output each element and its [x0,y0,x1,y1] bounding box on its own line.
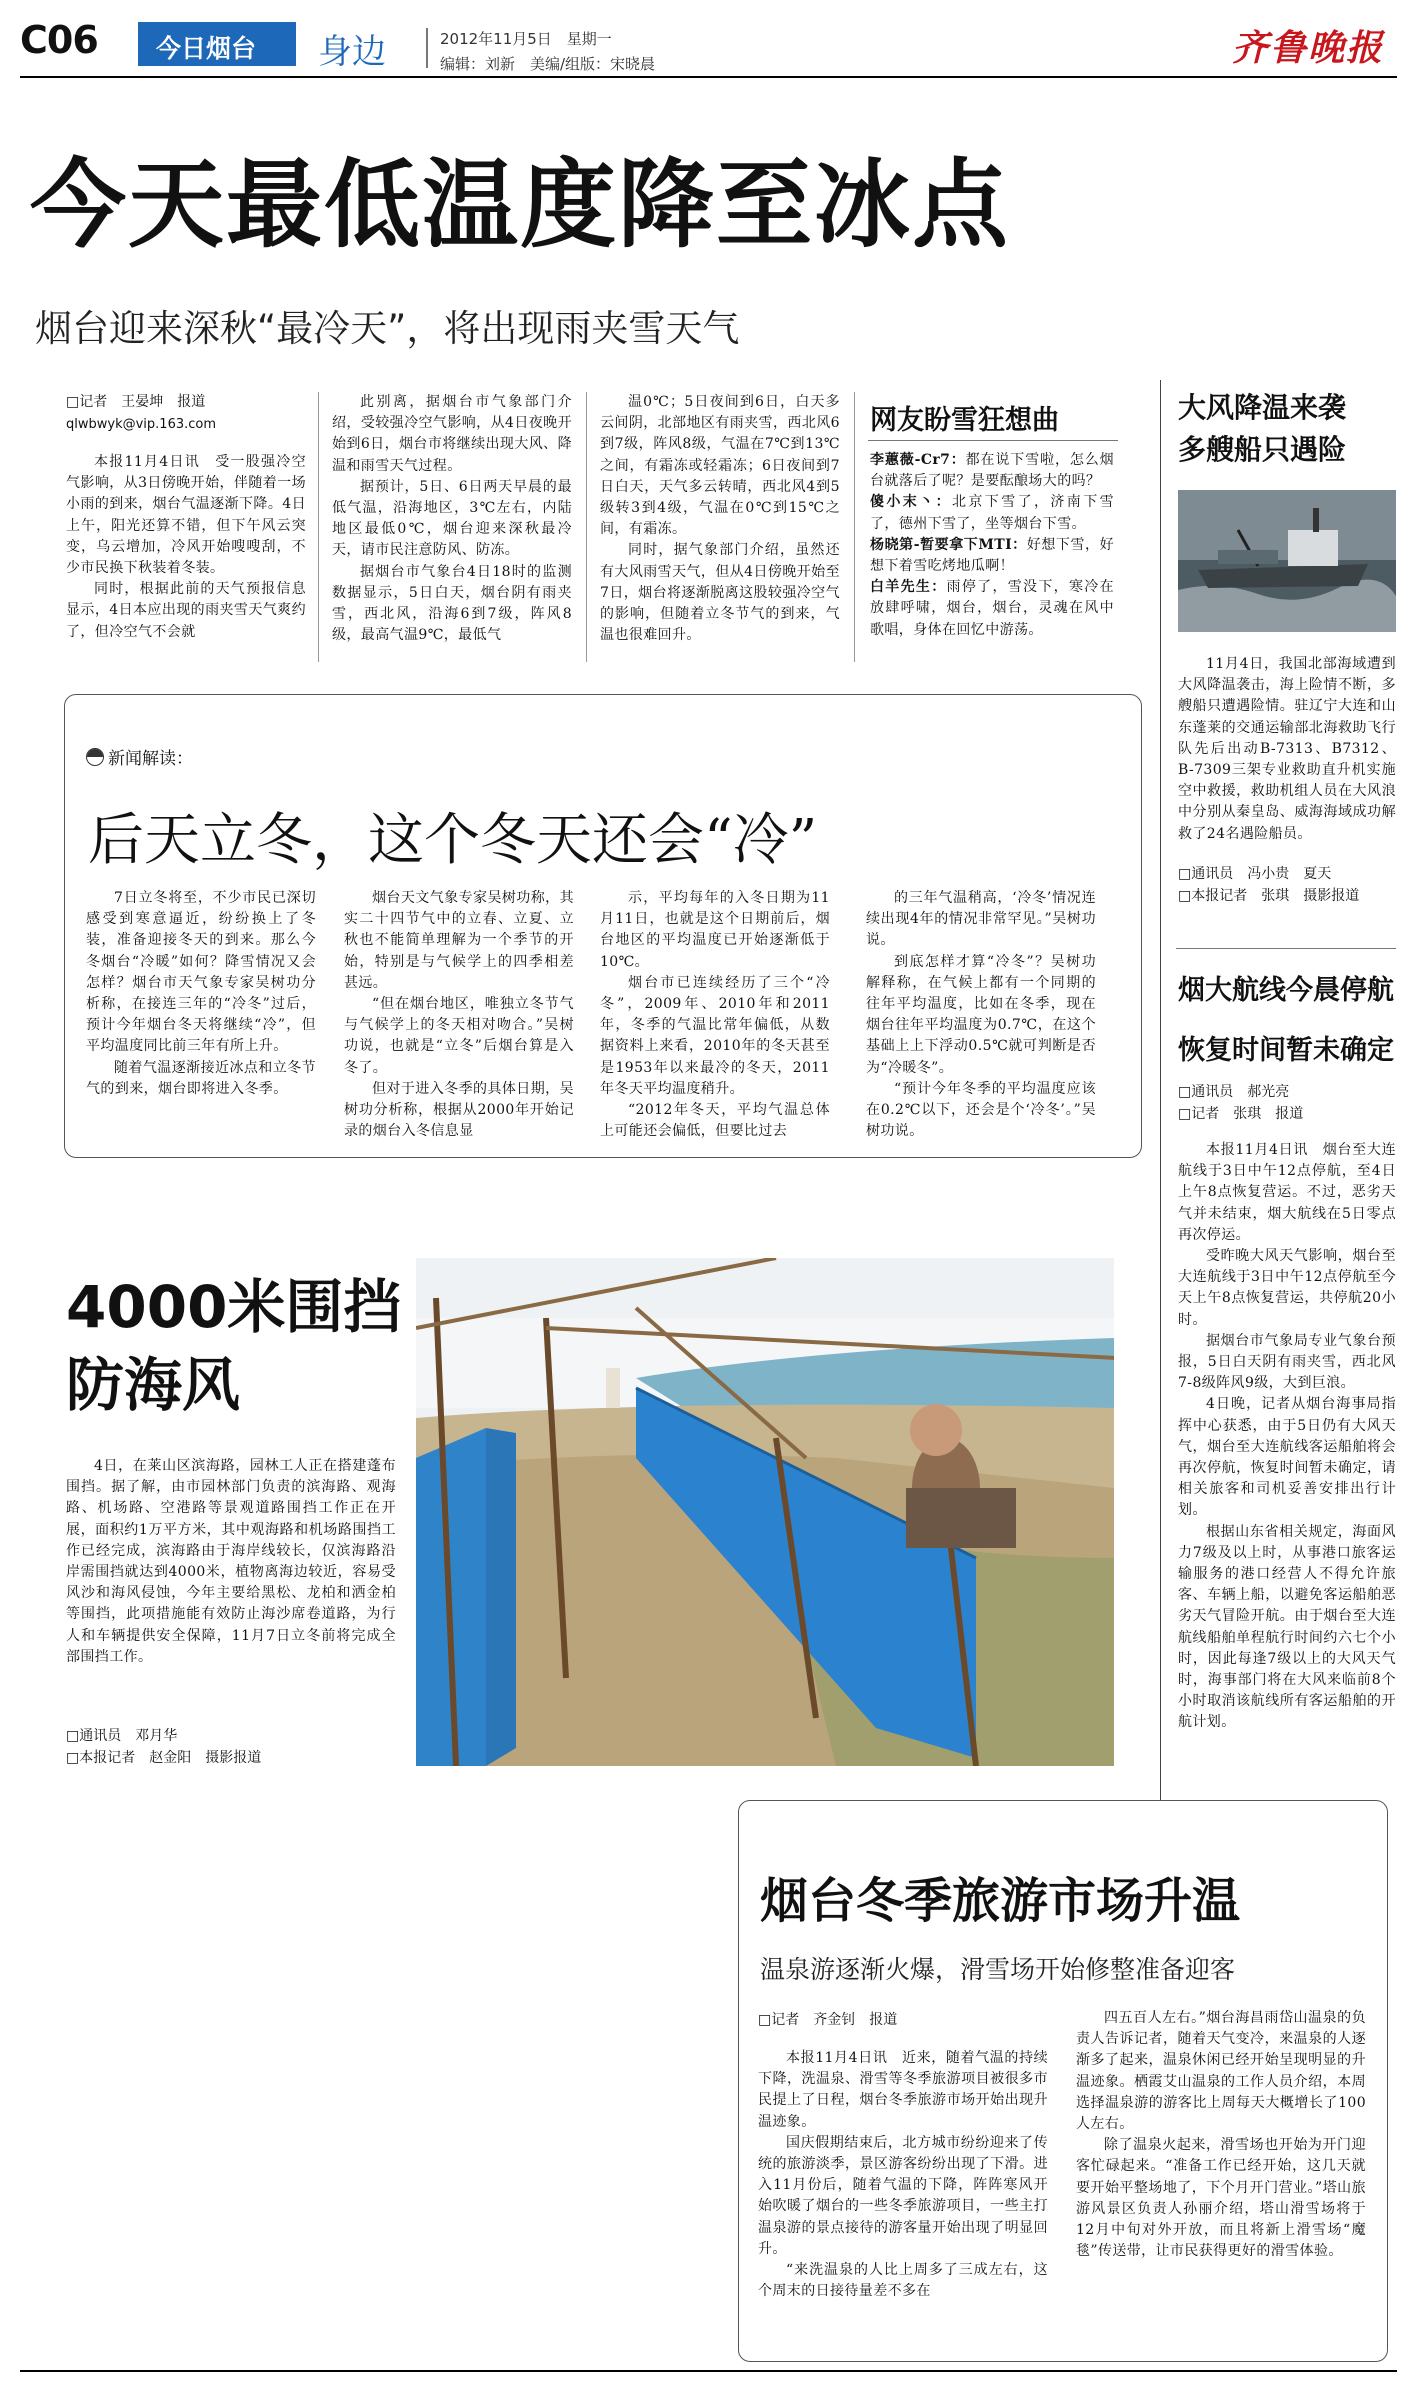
issue-date: 2012年11月5日 星期一 [440,30,612,48]
column-rule [318,392,319,662]
column-rule [854,392,855,662]
paragraph: 本报11月4日讯 烟台至大连航线于3日中午12点停航，至4日上午8点恢复营运。不过，恶劣天气并未结束，烟大航线在5日零点再次停运。 [1178,1142,1396,1243]
tourism-column-1 [758,2048,1048,2302]
fence-credit: □本报记者 赵金阳 摄影报道 [66,1750,262,1766]
paragraph: 四五百人左右。”烟台海昌雨岱山温泉的负责人告诉记者，随着天气变冷，来温泉的人逐渐多了起来，温泉休闲已经开始呈现明显的升温迹象。栖霞艾山温泉的工作人员介绍，本周选择温泉游的游客比上周每天大概增长了100人左右。 [1076,2010,1366,2133]
rescue-ship-image [1178,490,1396,632]
sidebar1-title: 大风降温来袭 [1178,391,1347,424]
newspaper-logo: 齐鲁晚报 [1232,27,1385,69]
sidebar2-title: 烟大航线今晨停航 [1178,975,1394,1006]
paragraph: “预计今年冬季的平均温度应该在0.2℃以下，还会是个‘冷冬’。”吴树功说。 [866,1080,1096,1140]
netizen-post [870,450,1114,492]
column-rule [586,392,587,662]
page-number: C06 [20,18,98,62]
paragraph: 受昨晚大风天气影响，烟台至大连航线于3日中午12点停航至今天上午8点恢复营运，共停航20小时。 [1178,1248,1396,1328]
interpret-column-4 [866,888,1096,1142]
netizen-post [870,535,1114,577]
paragraph: 4日，在莱山区滨海路，园林工人正在搭建蓬布围挡。据了解，由市园林部门负责的滨海路、观海路、机场路、空港路等景观道路围挡工作正在开展，面积约1万平方米，其中观海路和机场路围挡工作已经完成，滨海路由于海岸线较长，仅滨海路沿岸需围挡就达到4000米，植物离海边较近，容易受风沙和海风侵蚀，今年主要给黑松、龙柏和洒金柏等围挡，此项措施能有效防止海沙席卷道路，为行人和车辆提供安全保障，11月7日立冬前将完成全部围挡工作。 [66,1458,396,1665]
sidebar1-title: 多艘船只遇险 [1178,433,1347,466]
fence-body [66,1456,396,1668]
lead-byline: □记者 王晏坤 报道 [66,394,206,410]
paragraph: 示，平均每年的入冬日期为11月11日，也就是这个日期前后，烟台地区的平均温度已开始逐渐低于10℃。 [600,890,830,970]
section-tab-label: 今日烟台 [156,34,257,63]
lead-subheadline: 烟台迎来深秋“最冷天”，将出现雨夹雪天气 [35,307,740,350]
sidebar1-credit: □本报记者 张琪 摄影报道 [1178,888,1360,904]
paragraph: 到底怎样才算“冷冬”？吴树功解释称，在气候上都有一个同期的往年平均温度，比如在冬季，现在烟台往年平均温度为0.7℃，在这个基础上上下浮动0.5℃就可判断是否为“冷暖冬”。 [866,953,1096,1076]
paragraph: 据烟台市气象局专业气象台预报，5日白天阴有雨夹雪，西北风7-8级阵风9级，大到巨浪。 [1178,1332,1396,1392]
netizen-text: 雨停了，雪没下，寒冷在放肆呼啸，烟台，烟台，灵魂在风中歌唱，身体在回忆中游荡。 [870,579,1114,638]
header-rule [20,76,1397,78]
sidebar2-title: 恢复时间暂未确定 [1178,1035,1394,1066]
header-divider [426,28,428,68]
interpret-column-2 [344,888,574,1142]
interpret-column-3 [600,888,830,1142]
sidebar-rule [1160,380,1161,1800]
sidebar2-body [1178,1140,1396,1734]
section-name: 身边 [318,32,386,72]
paragraph: 国庆假期结束后，北方城市纷纷迎来了传统的旅游淡季，景区游客纷纷出现了下滑。进入11月份后，随着气温的下降，阵阵寒风开始吹暖了烟台的一些冬季旅游项目，一些主打温泉游的景点接待的游客量开始出现了明显回升。 [758,2134,1048,2257]
paragraph: 的三年气温稍高，‘冷冬’情况连续出现4年的情况非常罕见。”吴树功说。 [866,890,1096,949]
sidebar1-credit: □通讯员 冯小贵 夏天 [1178,866,1332,882]
interpret-column-1 [86,888,316,1100]
paragraph: 本报11月4日讯 受一股强冷空气影响，从3日傍晚开始，伴随着一场小雨的到来，烟台气温逐渐下降。4日上午，阳光还算不错，但下午风云突变，乌云增加，冷风开始嗖嗖刮，不少市民换下秋装着冬装。 [66,454,306,577]
paragraph: 同时，根据此前的天气预报信息显示，4日本应出现的雨夹雪天气爽约了，但冷空气不会就 [66,581,306,640]
sidebar1-body [1178,654,1396,845]
paragraph: 本报11月4日讯 近来，随着气温的持续下降，洗温泉、滑雪等冬季旅游项目被很多市民提上了日程，烟台冬季旅游市场开始出现升温迹象。 [758,2050,1048,2130]
sidebar2-credit: □记者 张琪 报道 [1178,1106,1304,1122]
paragraph: 11月4日，我国北部海域遭到大风降温袭击，海上险情不断，多艘船只遭遇险情。驻辽宁大连和山东蓬莱的交通运输部北海救助飞行队先后出动B-7313、B7312、B-7309三架专业救助直升机实施空中救援，救助机组人员在大风浪中分别从秦皇岛、威海海域成功解救了24名遇险船员。 [1178,656,1396,842]
paragraph: 但对于进入冬季的具体日期，吴树功分析称，根据从2000年开始记录的烟台入冬信息显 [344,1080,574,1140]
netizen-posts [870,450,1114,641]
fence-photo [416,1258,1114,1766]
paragraph: 4日晚，记者从烟台海事局指挥中心获悉，由于5日仍有大风天气，烟台至大连航线客运船舶将会再次停航，恢复时间暂未确定，请相关旅客和司机妥善安排出行计划。 [1178,1396,1396,1519]
paragraph: 此别离，据烟台市气象部门介绍，受较强冷空气影响，从4日夜晚开始到6日，烟台市将继续出现大风、降温和雨雪天气过程。 [332,394,572,474]
lead-headline: 今天最低温度降至冰点 [30,149,1010,261]
paragraph: 除了温泉火起来，滑雪场也开始为开门迎客忙碌起来。“准备工作已经开始，这几天就要开始平整场地了，下个月开门营业。”塔山旅游风景区负责人孙丽介绍，塔山滑雪场将于12月中旬对外开放，而且将新上滑雪场“魔毯”传送带，让市民获得更好的滑雪体验。 [1076,2137,1366,2260]
fence-photo-image [416,1258,1114,1766]
netizen-text: 北京下雪了，济南下雪了，德州下雪了，坐等烟台下雪。 [870,494,1114,532]
netizen-name: 傻小末丶： [870,494,952,511]
paragraph: 温0℃；5日夜间到6日，白天多云间阴，北部地区有雨夹雪，西北风6到7级，阵风8级，气温在7℃到13℃之间，有霜冻或轻霜冻；6日夜间到7日白天，天气多云转晴，西北风4到5级转3到4级，气温在0℃到15℃之间，有霜冻。 [600,394,840,538]
interpret-headline: 后天立冬，这个冬天还会“冷” [88,808,818,873]
netizen-text: 好想下雪，好想下着雪吃烤地瓜啊！ [870,536,1115,575]
paragraph: 烟台市已连续经历了三个“冷冬”，2009年、2010年和2011年，冬季的气温比常年偏低，从数据资料上来看，2010年的冬天甚至是1953年以来最冷的冬天，2011年冬天平均温度稍升。 [600,974,830,1097]
paragraph: 据预计，5日、6日两天早晨的最低气温，沿海地区，3℃左右，内陆地区最低0℃，烟台迎来深秋最冷天，请市民注意防风、防冻。 [332,478,572,559]
paragraph: “来洗温泉的人比上周多了三成左右，这个周末的日接待量差不多在 [758,2262,1048,2300]
tourism-byline: □记者 齐金钊 报道 [758,2012,898,2028]
lead-column-2 [332,392,572,646]
netizen-title-rule [868,440,1118,441]
sidebar2-credit: □通讯员 郝光亮 [1178,1084,1290,1100]
lead-column-1 [66,452,306,643]
netizen-title: 网友盼雪狂想曲 [870,405,1059,436]
footer-rule [20,2370,1397,2372]
tourism-column-2 [1076,2008,1366,2262]
paragraph: 同时，据气象部门介绍，虽然还有大风雨雪天气，但从4日傍晚开始至7日，烟台将逐渐脱离这股较强冷空气的影响，但随着立冬节气的到来，气温也很难回升。 [600,542,840,644]
paragraph: 烟台天文气象专家吴树功称，其实二十四节气中的立春、立夏、立秋也不能简单理解为一个季节的开始，特别是与气候学上的四季相差甚远。 [344,890,574,991]
paragraph: “2012年冬天，平均气温总体上可能还会偏低，但要比过去 [600,1102,830,1140]
netizen-name: 白羊先生： [870,579,947,596]
sidebar-divider [1176,948,1396,949]
fence-credit: □通讯员 邓月华 [66,1728,178,1744]
paragraph: “但在烟台地区，唯独立冬节气与气候学上的冬天相对吻合。”吴树功说，也就是“立冬”后烟台算是入冬了。 [344,996,574,1076]
editors: 编辑：刘新 美编/组版：宋晓晨 [440,55,656,73]
netizen-post [870,492,1114,534]
paragraph: 根据山东省相关规定，海面风力7级及以上时，从事港口旅客运输服务的港口经营人不得允许旅客、车辆上船，以避免客运船舶恶劣天气冒险开航。由于烟台至大连航线船舶单程航行时间约六七个小时，因此每逢7级以上的大风天气时，海事部门将在大风来临前8个小时取消该航线所有客运船舶的开航计划。 [1178,1523,1396,1731]
tourism-subheadline: 温泉游逐渐火爆，滑雪场开始修整准备迎客 [760,1955,1236,1984]
interpret-tag: 新闻解读： [108,749,193,769]
fence-headline: 防海风 [66,1351,241,1419]
netizen-name: 李蕙薇-Cr7： [870,452,966,468]
lead-email: qlwbwyk@vip.163.com [66,417,217,432]
lead-column-3 [600,392,840,646]
netizen-name: 杨晓第-暂要拿下MTI： [870,536,1027,553]
rescue-photo [1178,490,1396,632]
news-interpret-icon [86,748,104,766]
paragraph: 据烟台市气象台4日18时的监测数据显示，5日白天，烟台阴有雨夹雪，西北风，沿海6到7级，阵风8级，最高气温9℃，最低气 [332,563,572,644]
netizen-post [870,577,1114,641]
tourism-headline: 烟台冬季旅游市场升温 [760,1873,1241,1929]
paragraph: 随着气温逐渐接近冰点和立冬节气的到来，烟台即将进入冬季。 [86,1059,316,1097]
netizen-text: 都在说下雪啦，怎么烟台就落后了呢？是要酝酿场大的吗？ [870,452,1114,490]
paragraph: 7日立冬将至，不少市民已深切感受到寒意逼近，纷纷换上了冬装，准备迎接冬天的到来。那么今冬烟台“冷暖”如何？降雪情况又会怎样？烟台市天气象专家吴树功分析称，在接连三年的“冷冬”过后，预计今年烟台冬天将继续“冷”，但平均温度同比前三年有所上升。 [86,890,316,1055]
fence-headline: 4000米围挡 [66,1273,402,1341]
